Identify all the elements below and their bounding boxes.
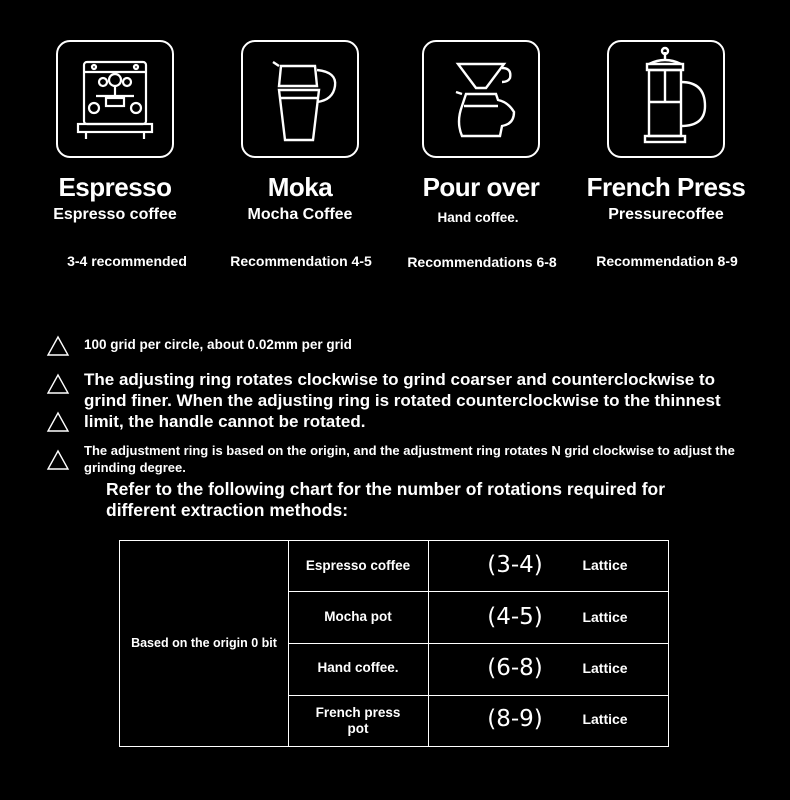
method-subtitle-french-press: Pressurecoffee <box>608 206 724 223</box>
table-origin-label: Based on the origin 0 bit <box>131 636 277 650</box>
note-grid-scale: 100 grid per circle, about 0.02mm per grid <box>84 337 352 352</box>
table-method-cell: Hand coffee. <box>317 660 399 675</box>
method-title-moka: Moka <box>267 172 333 202</box>
table-unit-cell: Lattice <box>582 609 628 625</box>
french-press-icon <box>609 42 723 156</box>
method-subtitle-pour-over: Hand coffee. <box>437 210 519 225</box>
method-subtitle-moka: Mocha Coffee <box>247 206 353 223</box>
french-press-card <box>607 40 725 158</box>
table-method-cell: Espresso coffee <box>305 558 411 573</box>
method-title-pour-over: Pour over <box>422 172 540 202</box>
method-recommendation-moka: Recommendation 4-5 <box>230 253 372 269</box>
table-range-cell: (8-9) <box>487 706 543 732</box>
pour-over-icon <box>424 42 538 156</box>
note-rotation-direction: The adjusting ring rotates clockwise to grind coarser and counterclockwise to grind finer. When the adjusting ring is rotated counterclockwise to the thinnest limit, the handle cannot be rotated. <box>84 370 721 431</box>
table-unit-cell: Lattice <box>582 557 628 573</box>
note-origin-adjustment: The adjustment ring is based on the origin, and the adjustment ring rotates N grid clockwise to adjust the grinding degree. <box>84 443 735 475</box>
note-chart-reference: Refer to the following chart for the number of rotations required for different extraction methods: <box>106 479 666 520</box>
table-method-cell: French press pot <box>315 705 401 736</box>
moka-pot-icon <box>243 42 357 156</box>
table-divider <box>288 591 668 592</box>
triangle-bullet-icon <box>46 373 70 395</box>
triangle-bullet-icon <box>46 411 70 433</box>
rotation-table <box>119 540 669 747</box>
method-recommendation-french-press: Recommendation 8-9 <box>596 253 738 269</box>
table-unit-cell: Lattice <box>582 660 628 676</box>
triangle-bullet-icon <box>46 449 70 471</box>
espresso-card <box>56 40 174 158</box>
table-divider <box>288 643 668 644</box>
table-method-cell: Mocha pot <box>324 609 392 624</box>
table-range-cell: (4-5) <box>487 604 543 630</box>
triangle-bullet-icon <box>46 335 70 357</box>
method-title-espresso: Espresso <box>58 172 172 202</box>
method-subtitle-espresso: Espresso coffee <box>53 206 177 223</box>
table-unit-cell: Lattice <box>582 711 628 727</box>
table-divider <box>288 695 668 696</box>
table-range-cell: (3-4) <box>487 552 543 578</box>
table-range-cell: (6-8) <box>487 655 543 681</box>
pour-over-card <box>422 40 540 158</box>
method-title-french-press: French Press <box>586 172 746 202</box>
method-recommendation-pour-over: Recommendations 6-8 <box>407 254 557 270</box>
method-recommendation-espresso: 3-4 recommended <box>67 253 187 269</box>
espresso-machine-icon <box>58 42 172 156</box>
moka-card <box>241 40 359 158</box>
